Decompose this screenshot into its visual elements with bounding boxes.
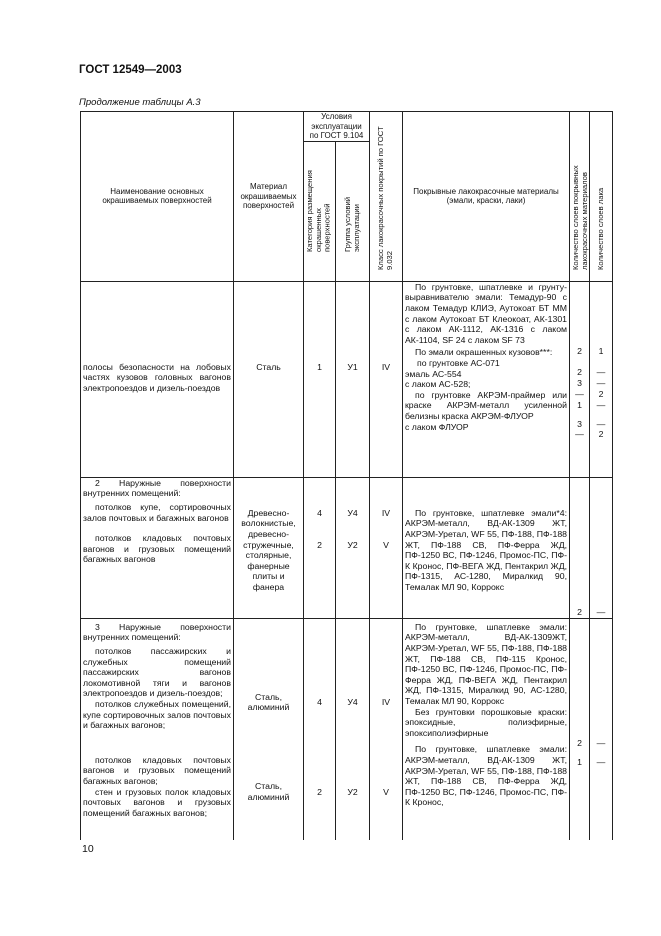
row2-group: У4 У2 [336, 477, 370, 618]
header-surface: Наименование основных окрашиваемых поверхностей [81, 112, 234, 282]
row3-paints: По грунтовке, шпатлевке эмали: АКРЭМ-металл, ВД-АК-1309ЖТ, АКРЭМ-Уретал, WF 55, ПФ-188, ПФ-188 ЖТ, ПФ-188 СВ, ПФ-115 Кронос, ПФ-1250 ВС, ПФ-1246, Промос-ПС, ПФ-Ферра ЖД, ПФ-ВЕГА ЖД, Пентакрил ЖД, ПФ-1315, Миралкид 90, АС-1280, Темалак МЛ 90, Коррокс Без грунтовки порошковые краски: эпоксидные, полиэфирные, эпоксиполиэфирные По грунтовке, шпатлевке эмали: АКРЭМ-металл, ВД-АК-1309 ЖТ, АКРЭМ-Уретал, WF 55, ПФ-188, ПФ-188 ЖТ, ПФ-188 СВ, ПФ-Ферра ЖД, ПФ-1250 ВС, ПФ-1246, Промос-ПС, ПФ-К Кронос, [403, 618, 570, 840]
header-placement: Категория размещения окрашенных поверхностей [304, 141, 336, 281]
row1-surface: полосы безопасности на лобовых частях кузовов головных вагонов электропоездов и дизель-поездов [81, 281, 234, 477]
row3-paint-layers: 2 1 [570, 618, 590, 840]
row1-paints: По грунтовке, шпатлевке и грунту-выравнивателю эмали: Темадур-90 с лаком Темадур КЛИЭ, Аутокоат БТ ММ с лаком Аутокоат БТ Клеокоат, АК-1301 с лаком АК-1112, АК-1316 с лаком АК-1104, SF 24 с лаком SF 73 По эмали окрашенных кузовов***: по грунтовке АС-071 эмаль АС-554 с лаком АС-528; по грунтовке АКРЭМ-праймер или краске АКРЭМ-металл усиленной белизны краска АКРЭМ-ФЛУОР с лаком ФЛУОР [403, 281, 570, 477]
row2-class: IV V [370, 477, 403, 618]
row1-lacquer-layers: 1 — — 2 — — 2 [590, 281, 613, 477]
header-paint-layers: Количество слоев покрывных лакокрасочных материалов [570, 112, 590, 282]
row3-class: IV V [370, 618, 403, 840]
row2-paint-layers: 2 [570, 477, 590, 618]
coatings-table [80, 111, 613, 840]
row3-surface: 3 Наружные поверхности внутренних помещений: потолков пассажирских и служебных помещений пассажирских вагонов локомотивной тяги и вагонов электропоездов и дизель-поездов; потолков служебных помещений, купе сортировочных залов почтовых и багажных вагонов; потолков кладовых почтовых вагонов и грузовых помещений багажных вагонов; стен и грузовых полок кладовых почтовых вагонов и грузовых помещений багажных вагонов; [81, 618, 234, 840]
document-standard: ГОСТ 12549—2003 [79, 64, 182, 76]
row2-paints: По грунтовке, шпатлевке эмали*4: АКРЭМ-металл, ВД-АК-1309 ЖТ, АКРЭМ-Уретал, WF 55, ПФ-188, ПФ-188 ЖТ, ПФ-188 СВ, ПФ-Ферра ЖД, ПФ-1250 ВС, ПФ-1246, Промос-ПС, ПФ-К Кронос, ПФ-ВЕГА ЖД, Пентакрил ЖД, ПФ-1315, АС-1280, Миралкид 90, Темалак МЛ 90, Коррокс [403, 477, 570, 618]
header-material: Материал окрашиваемых поверхностей [234, 112, 304, 282]
row1-material: Сталь [234, 281, 304, 477]
row3-group: У4 У2 [336, 618, 370, 840]
header-paints: Покрывные лакокрасочные материалы (эмали, краски, лаки) [403, 112, 570, 282]
row2-surface: 2 Наружные поверхности внутренних помещений: потолков купе, сортировочных залов почтовых и багажных вагонов потолков кладовых почтовых вагонов и грузовых помещений багажных вагонов [81, 477, 234, 618]
row2-lacquer-layers: — [590, 477, 613, 618]
row2-material: Древесно-волокнистые, древесно-стружечные, столярные, фанерные плиты и фанера [234, 477, 304, 618]
row3-material: Сталь, алюминий Сталь, алюминий [234, 618, 304, 840]
header-class: Класс лакокрасочных покрытий по ГОСТ 9.032 [370, 112, 403, 282]
page-number: 10 [82, 843, 94, 855]
row1-group: У1 [336, 281, 370, 477]
header-conditions: Условия эксплуатации по ГОСТ 9.104 [304, 112, 370, 142]
row1-paint-layers: 2 2 3 — 1 3 — [570, 281, 590, 477]
row3-lacquer-layers: — — [590, 618, 613, 840]
row1-class: IV [370, 281, 403, 477]
row3-placement: 4 2 [304, 618, 336, 840]
table-caption: Продолжение таблицы А.3 [79, 97, 201, 108]
row2-placement: 4 2 [304, 477, 336, 618]
header-group: Группа условий эксплуатации [336, 141, 370, 281]
header-lacquer-layers: Количество слоев лака [590, 112, 613, 282]
row1-placement: 1 [304, 281, 336, 477]
